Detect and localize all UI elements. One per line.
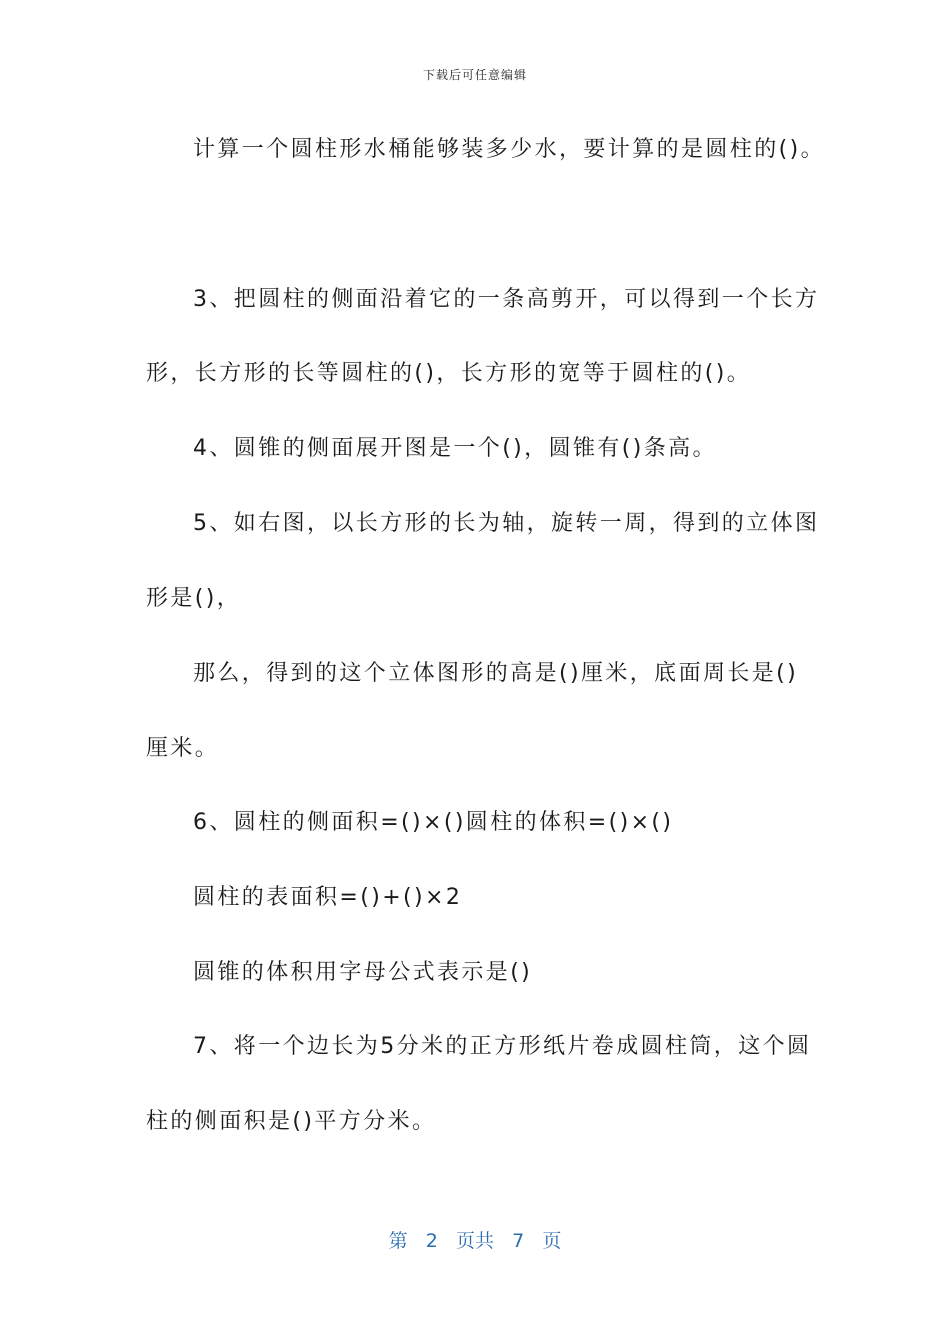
text-line-5: 5、如右图，以长方形的长为轴，旋转一周，得到的立体图: [193, 511, 820, 536]
page-footer: [0, 1226, 950, 1253]
text-line-1: 计算一个圆柱形水桶能够装多少水，要计算的是圆柱的()。: [193, 137, 825, 162]
text-line-2: 3、把圆柱的侧面沿着它的一条高剪开，可以得到一个长方: [193, 287, 820, 312]
text-line-4: 4、圆锥的侧面展开图是一个()，圆锥有()条高。: [193, 436, 717, 461]
text-line-3: 形，长方形的长等圆柱的()，长方形的宽等于圆柱的()。: [146, 361, 752, 386]
text-line-8: 厘米。: [146, 736, 220, 761]
header-note: 下载后可任意编辑: [422, 68, 527, 82]
text-line-10: 圆柱的表面积=()+()×2: [193, 885, 463, 910]
text-line-12: 7、将一个边长为5分米的正方形纸片卷成圆柱筒，这个圆: [193, 1034, 812, 1059]
footer-prefix: 第: [388, 1230, 408, 1252]
text-line-7: 那么，得到的这个立体图形的高是()厘米，底面周长是(): [193, 661, 799, 686]
footer-page-number: 2: [425, 1230, 438, 1252]
text-line-11: 圆锥的体积用字母公式表示是(): [193, 960, 533, 985]
text-line-6: 形是()，: [146, 586, 242, 611]
footer-suffix: 页: [542, 1230, 562, 1252]
footer-total-pages: 7: [512, 1230, 525, 1252]
footer-middle: 页共: [455, 1230, 494, 1252]
text-line-9: 6、圆柱的侧面积=()×()圆柱的体积=()×(): [193, 810, 674, 835]
text-line-13: 柱的侧面积是()平方分米。: [146, 1109, 437, 1134]
